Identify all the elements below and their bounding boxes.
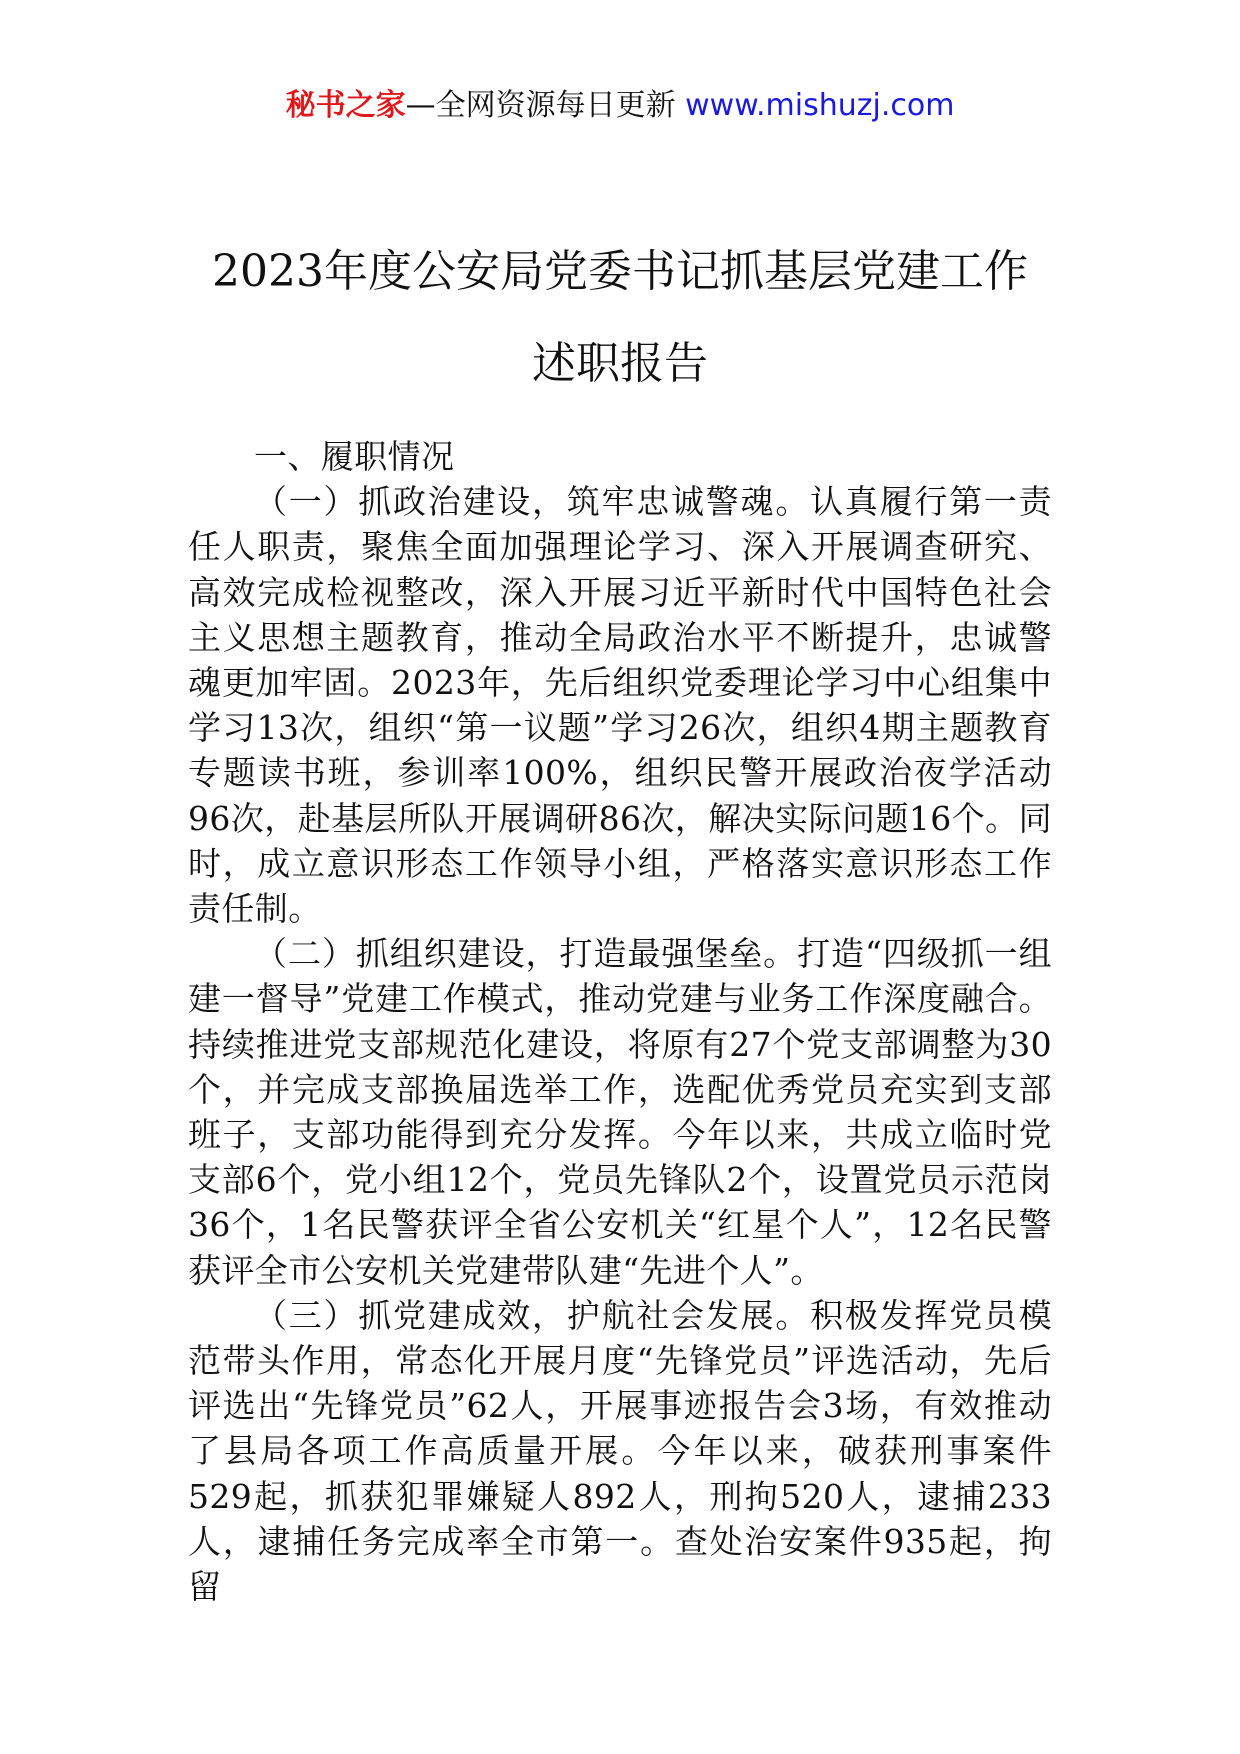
paragraph-organization-building: （二）抓组织建设，打造最强堡垒。打造“四级抓一组建一督导”党建工作模式，推动党建与业务工作深度融合。持续推进党支部规范化建设，将原有27个党支部调整为30个，并完成支部换届选举工作，选配优秀党员充实到支部班子，支部功能得到充分发挥。今年以来，共成立临时党支部6个，党小组12个，党员先锋队2个，设置党员示范岗36个，1名民警获评全省公安机关“红星个人”，12名民警获评全市公安机关党建带队建“先进个人”。 bbox=[188, 934, 1052, 1290]
paragraph-political-building: （一）抓政治建设，筑牢忠诚警魂。认真履行第一责任人职责，聚焦全面加强理论学习、深入开展调查研究、高效完成检视整改，深入开展习近平新时代中国特色社会主义思想主题教育，推动全局政治水平不断提升，忠诚警魂更加牢固。2023年，先后组织党委理论学习中心组集中学习13次，组织“第一议题”学习26次，组织4期主题教育专题读书班，参训率100%，组织民警开展政治夜学活动96次，赴基层所队开展调研86次，解决实际问题16个。同时，成立意识形态工作领导小组，严格落实意识形态工作责任制。 bbox=[188, 482, 1052, 929]
site-header-banner bbox=[0, 86, 1240, 126]
section-heading: 一、履职情况 bbox=[254, 437, 455, 476]
brand-name: 秘书之家 bbox=[285, 88, 406, 123]
document-body bbox=[188, 434, 1052, 1609]
site-url-link[interactable]: www.mishuzj.com bbox=[685, 88, 955, 123]
paragraph-party-results: （三）抓党建成效，护航社会发展。积极发挥党员模范带头作用，常态化开展月度“先锋党员”评选活动，先后评选出“先锋党员”62人，开展事迹报告会3场，有效推动了县局各项工作高质量开展。今年以来，破获刑事案件529起，抓获犯罪嫌疑人892人，刑拘520人，逮捕233人，逮捕任务完成率全市第一。查处治安案件935起，拘留 bbox=[188, 1295, 1052, 1607]
document-title bbox=[0, 226, 1240, 410]
title-line-1: 2023年度公安局党委书记抓基层党建工作 bbox=[212, 246, 1028, 297]
title-line-2: 述职报告 bbox=[532, 338, 708, 389]
header-tagline: —全网资源每日更新 bbox=[405, 88, 676, 123]
